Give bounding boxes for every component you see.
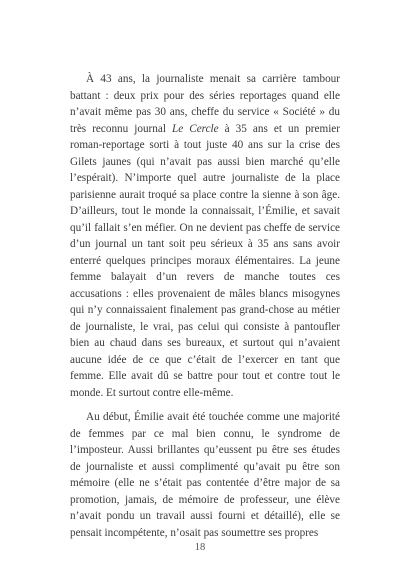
newspaper-title: Le Cercle bbox=[172, 122, 219, 135]
paragraph-1 bbox=[70, 71, 340, 401]
body-text bbox=[70, 71, 340, 541]
paragraph-1-text-a: À 43 ans, la journaliste menait sa carrière tambour battant : deux prix pour des séries reportages quand elle n’avait même pas 30 ans, cheffe du service « Société » du très reconnu journal bbox=[70, 73, 340, 135]
page-number: 18 bbox=[194, 542, 206, 553]
paragraph-2 bbox=[70, 409, 340, 541]
paragraph-1-text-b: à 35 ans et un premier roman-reportage sorti à tout juste 40 ans sur la crise des Gilets jaunes (qui n’avait pas aussi bien marché qu’elle l’espérait). N’importe quel autre journaliste de la place parisienne aurait troqué sa place contre la sienne à son âge. D’ailleurs, tout le monde la connaissait, l’Émilie, et savait qu’il fallait s’en méfier. On ne devient pas cheffe de service d’un journal un tant soit peu sérieux à 35 ans sans avoir enterré quelques principes moraux élémentaires. La jeune femme balayait d’un revers de manche toutes ces accusations : elles provenaient de mâles blancs misogynes qui n’y connaissaient finalement pas grand-chose au métier de journaliste, le vrai, pas celui qui consiste à pantoufler bien au chaud dans ses bureaux, et surtout qui n’avaient aucune idée de ce que c’était de l’exercer en tant que femme. Elle avait dû se battre pour tout et contre tout le monde. Et surtout contre elle-même. bbox=[70, 122, 340, 399]
paragraph-2-text: Au début, Émilie avait été touchée comme une majorité de femmes par ce mal bien connu, le syndrome de l’imposteur. Aussi brillantes qu’eussent pu être ses études de journaliste et aussi complimenté qu’avait pu être son mémoire (elle ne s’était pas contentée d’être major de sa promotion, jamais, de mémoire de professeur, une élève n’avait pondu un travail aussi fourni et détaillé), elle se pensait incompétente, n’osait pas soumettre ses propres bbox=[70, 411, 340, 539]
